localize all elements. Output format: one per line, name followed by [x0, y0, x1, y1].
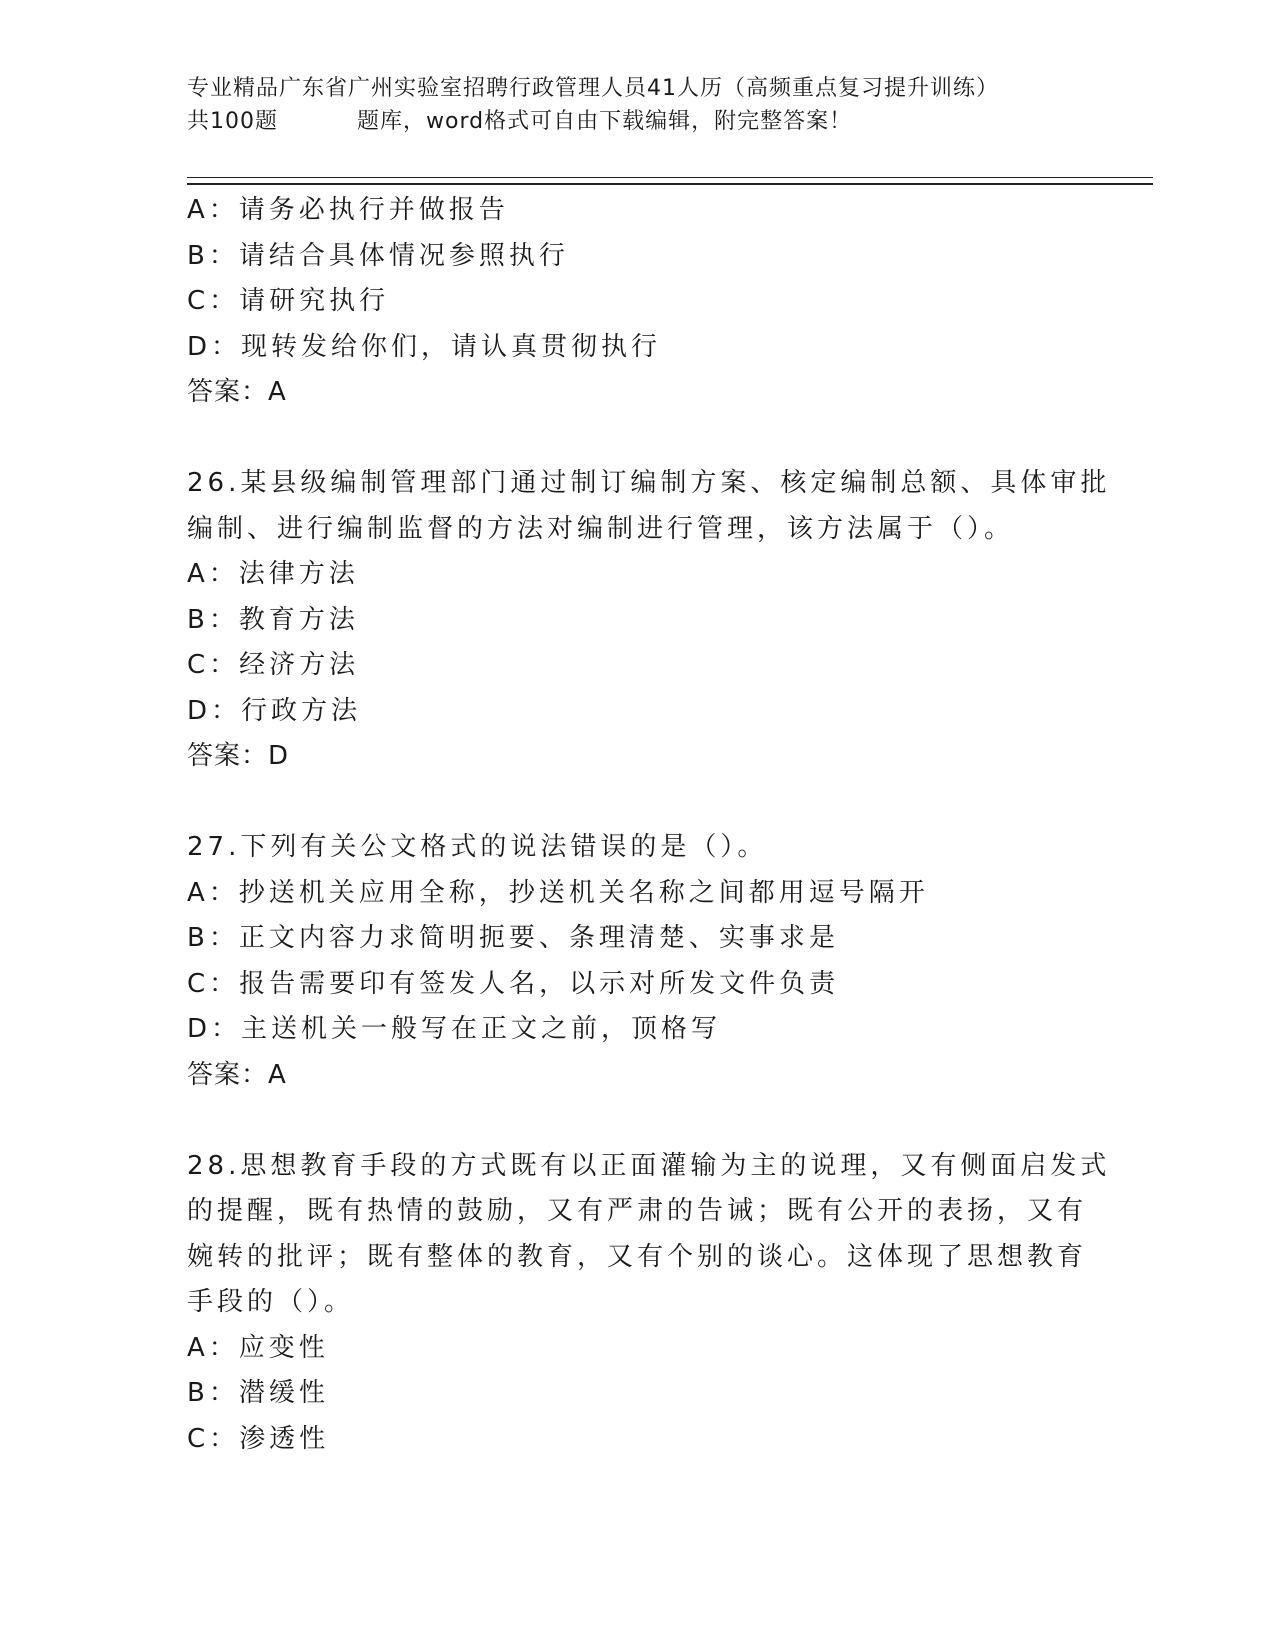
question-content [187, 188, 1111, 1462]
question-block-27 [187, 825, 1087, 1098]
question-stem-line: 婉转的批评；既有整体的教育，又有个别的谈心。这体现了思想教育 [187, 1241, 1088, 1272]
question-stem-line: 27.下列有关公文格式的说法错误的是（）。 [187, 832, 768, 862]
question-block-continued [187, 188, 1087, 416]
option-c: C：经济方法 [187, 650, 360, 680]
option-c: C：报告需要印有签发人名，以示对所发文件负责 [187, 968, 840, 999]
document-header [187, 72, 1087, 138]
header-divider-thick [187, 183, 1153, 185]
question-stem-line: 手段的（）。 [187, 1287, 355, 1317]
spacer [187, 780, 1087, 826]
spacer [187, 1098, 1087, 1144]
question-stem-line: 28.思想教育手段的方式既有以正面灌输为主的说理，又有侧面启发式 [187, 1150, 1111, 1181]
answer-line: 答案：D [187, 741, 290, 771]
header-description: 题库，word格式可自由下载编辑，附完整答案！ [357, 109, 853, 134]
answer-line: 答案：A [187, 1059, 287, 1090]
option-c: C：渗透性 [187, 1423, 330, 1454]
option-d: D：现转发给你们，请认真贯彻执行 [187, 331, 662, 362]
option-b: B：请结合具体情况参照执行 [187, 240, 569, 271]
question-stem-line: 26.某县级编制管理部门通过制订编制方案、核定编制总额、具体审批 [187, 468, 1111, 498]
option-b: B：正文内容力求简明扼要、条理清楚、实事求是 [187, 923, 839, 953]
header-divider-thin [187, 177, 1153, 178]
question-block-28 [187, 1144, 1111, 1463]
header-subtitle-line [187, 105, 1087, 138]
option-d: D：行政方法 [187, 695, 362, 726]
option-c: C：请研究执行 [187, 286, 390, 316]
question-stem-line: 编制、进行编制监督的方法对编制进行管理，该方法属于（）。 [187, 513, 1015, 544]
header-title-line: 专业精品广东省广州实验室招聘行政管理人员41人历（高频重点复习提升训练） [187, 76, 999, 101]
option-a: A：抄送机关应用全称，抄送机关名称之间都用逗号隔开 [187, 877, 929, 908]
option-a: A：应变性 [187, 1332, 329, 1363]
answer-line: 答案：A [187, 377, 287, 407]
question-block-26 [187, 461, 1111, 780]
question-count: 共100题 [187, 109, 278, 134]
option-b: B：潜缓性 [187, 1378, 329, 1408]
option-a: A：请务必执行并做报告 [187, 195, 509, 225]
option-a: A：法律方法 [187, 559, 359, 589]
spacer [187, 416, 1087, 462]
option-d: D：主送机关一般写在正文之前，顶格写 [187, 1014, 722, 1044]
option-b: B：教育方法 [187, 604, 359, 635]
question-stem-line: 的提醒，既有热情的鼓励，又有严肃的告诫；既有公开的表扬，又有 [187, 1196, 1088, 1226]
